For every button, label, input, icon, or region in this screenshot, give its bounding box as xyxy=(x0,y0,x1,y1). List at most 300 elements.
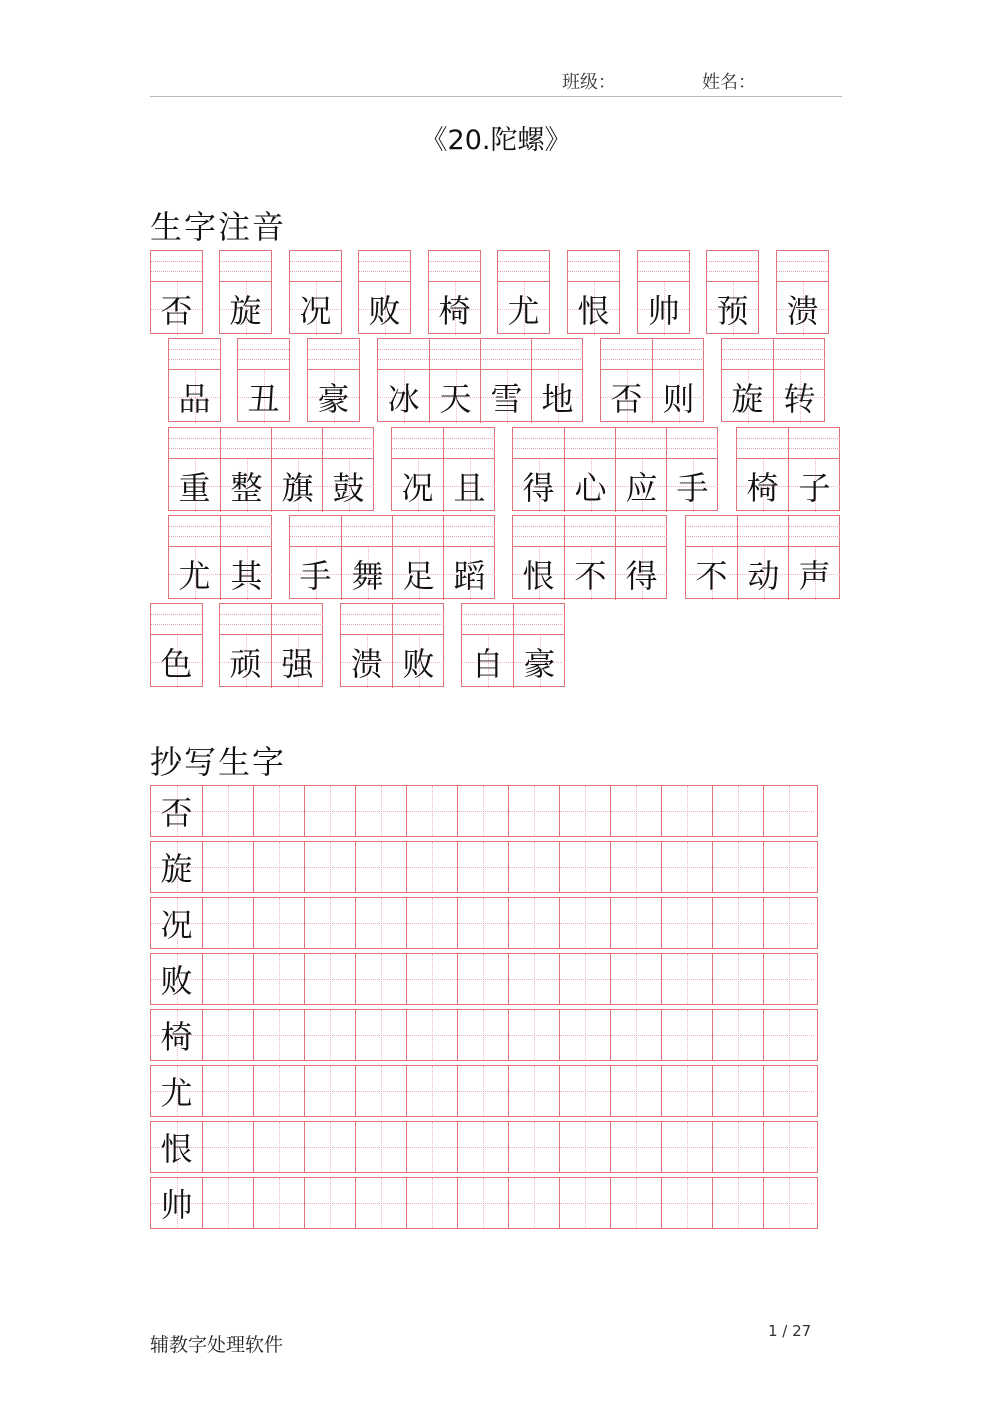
pinyin-word-box xyxy=(150,250,203,334)
char-cell xyxy=(392,428,443,512)
practice-cell[interactable] xyxy=(712,1178,763,1228)
char-cell xyxy=(652,339,704,423)
pinyin-writing-area[interactable] xyxy=(444,428,495,459)
pinyin-writing-area[interactable] xyxy=(342,516,393,547)
model-char-cell xyxy=(151,786,202,836)
practice-row xyxy=(150,841,818,893)
hanzi-character: 色 xyxy=(160,644,193,683)
pinyin-writing-area[interactable] xyxy=(601,339,652,370)
practice-cell[interactable] xyxy=(304,842,355,892)
char-cell xyxy=(341,516,393,600)
char-cell xyxy=(359,251,410,335)
practice-cell[interactable] xyxy=(253,786,304,836)
char-cell xyxy=(290,516,341,600)
pinyin-writing-area[interactable] xyxy=(638,251,689,282)
char-cell xyxy=(151,604,202,688)
pinyin-word-box xyxy=(289,250,342,334)
practice-cell[interactable] xyxy=(253,1066,304,1116)
pinyin-writing-area[interactable] xyxy=(565,428,616,459)
pinyin-writing-area[interactable] xyxy=(444,516,495,547)
practice-cell[interactable] xyxy=(610,786,661,836)
pinyin-word-box xyxy=(168,427,374,511)
hanzi-character: 溃 xyxy=(350,644,383,683)
practice-cell[interactable] xyxy=(202,898,253,948)
practice-cell[interactable] xyxy=(712,842,763,892)
section-annotate-title: 生字注音 xyxy=(150,208,287,246)
practice-cell[interactable] xyxy=(610,954,661,1004)
practice-cell[interactable] xyxy=(202,1122,253,1172)
pinyin-writing-area[interactable] xyxy=(686,516,737,547)
hanzi-character: 应 xyxy=(625,468,658,507)
practice-cell[interactable] xyxy=(712,954,763,1004)
practice-row xyxy=(150,953,818,1005)
char-cell xyxy=(392,516,444,600)
pinyin-word-box xyxy=(358,250,411,334)
model-character: 椅 xyxy=(160,1018,193,1056)
pinyin-writing-area[interactable] xyxy=(481,339,532,370)
char-cell xyxy=(429,251,480,335)
pinyin-writing-area[interactable] xyxy=(513,516,564,547)
practice-cell[interactable] xyxy=(457,1066,508,1116)
pinyin-word-box xyxy=(512,427,718,511)
pinyin-writing-area[interactable] xyxy=(378,339,429,370)
hanzi-character: 豪 xyxy=(523,644,556,683)
char-cell xyxy=(220,604,271,688)
pinyin-word-box xyxy=(512,515,667,599)
hanzi-character: 其 xyxy=(230,556,263,595)
practice-row xyxy=(150,1009,818,1061)
hanzi-character: 溃 xyxy=(786,291,819,330)
char-cell xyxy=(429,339,481,423)
practice-cell[interactable] xyxy=(457,1178,508,1228)
practice-cell[interactable] xyxy=(661,1178,712,1228)
practice-cell[interactable] xyxy=(202,1010,253,1060)
practice-cell[interactable] xyxy=(508,1122,559,1172)
practice-cell[interactable] xyxy=(712,1122,763,1172)
practice-cell[interactable] xyxy=(661,1010,712,1060)
practice-cell[interactable] xyxy=(610,1122,661,1172)
pinyin-writing-area[interactable] xyxy=(221,428,272,459)
pinyin-writing-area[interactable] xyxy=(532,339,583,370)
pinyin-word-box xyxy=(567,250,620,334)
pinyin-writing-area[interactable] xyxy=(290,251,341,282)
practice-cell[interactable] xyxy=(508,1010,559,1060)
practice-cell[interactable] xyxy=(406,842,457,892)
hanzi-character: 整 xyxy=(230,468,263,507)
char-cell xyxy=(322,428,374,512)
pinyin-word-box xyxy=(237,338,290,422)
practice-cell[interactable] xyxy=(661,898,712,948)
char-cell xyxy=(564,428,616,512)
practice-cell[interactable] xyxy=(508,954,559,1004)
practice-cell[interactable] xyxy=(559,842,610,892)
practice-cell[interactable] xyxy=(457,898,508,948)
pinyin-writing-area[interactable] xyxy=(169,516,220,547)
pinyin-writing-area[interactable] xyxy=(290,516,341,547)
char-cell xyxy=(443,516,495,600)
hanzi-character: 况 xyxy=(401,468,434,507)
practice-cell[interactable] xyxy=(763,842,814,892)
practice-cell[interactable] xyxy=(763,1010,814,1060)
char-cell xyxy=(513,428,564,512)
model-char-cell xyxy=(151,1066,202,1116)
practice-cell[interactable] xyxy=(202,1178,253,1228)
hanzi-character: 尤 xyxy=(178,556,211,595)
hanzi-character: 自 xyxy=(471,644,504,683)
section-copy-title: 抄写生字 xyxy=(150,743,287,781)
pinyin-writing-area[interactable] xyxy=(169,428,220,459)
hanzi-character: 否 xyxy=(160,291,193,330)
hanzi-character: 不 xyxy=(695,556,728,595)
pinyin-writing-area[interactable] xyxy=(151,251,202,282)
practice-cell[interactable] xyxy=(508,786,559,836)
practice-cell[interactable] xyxy=(304,1066,355,1116)
char-cell xyxy=(169,428,220,512)
pinyin-writing-area[interactable] xyxy=(789,516,840,547)
practice-cell[interactable] xyxy=(406,954,457,1004)
practice-cell[interactable] xyxy=(712,898,763,948)
practice-cell[interactable] xyxy=(559,1122,610,1172)
practice-cell[interactable] xyxy=(355,1066,406,1116)
hanzi-character: 鼓 xyxy=(332,468,365,507)
hanzi-character: 手 xyxy=(676,468,709,507)
practice-cell[interactable] xyxy=(304,1010,355,1060)
hanzi-character: 足 xyxy=(402,556,435,595)
char-cell xyxy=(341,604,392,688)
pinyin-word-box xyxy=(340,603,444,687)
char-cell xyxy=(707,251,758,335)
pinyin-writing-area[interactable] xyxy=(737,428,788,459)
char-cell xyxy=(271,428,323,512)
practice-cell[interactable] xyxy=(763,1122,814,1172)
practice-cell[interactable] xyxy=(355,786,406,836)
practice-cell[interactable] xyxy=(508,1178,559,1228)
char-cell xyxy=(513,516,564,600)
pinyin-writing-area[interactable] xyxy=(308,339,359,370)
pinyin-writing-area[interactable] xyxy=(513,428,564,459)
practice-cell[interactable] xyxy=(406,1066,457,1116)
practice-cell[interactable] xyxy=(457,842,508,892)
hanzi-character: 豪 xyxy=(317,379,350,418)
practice-cell[interactable] xyxy=(559,1010,610,1060)
practice-row xyxy=(150,785,818,837)
practice-cell[interactable] xyxy=(763,1178,814,1228)
pinyin-writing-area[interactable] xyxy=(498,251,549,282)
hanzi-character: 得 xyxy=(522,468,555,507)
pinyin-word-box xyxy=(461,603,565,687)
practice-cell[interactable] xyxy=(253,842,304,892)
char-cell xyxy=(564,516,616,600)
practice-cell[interactable] xyxy=(712,1010,763,1060)
hanzi-character: 动 xyxy=(747,556,780,595)
hanzi-character: 蹈 xyxy=(453,556,486,595)
practice-cell[interactable] xyxy=(661,842,712,892)
practice-row xyxy=(150,1065,818,1117)
hanzi-character: 天 xyxy=(439,379,472,418)
pinyin-writing-area[interactable] xyxy=(565,516,616,547)
practice-cell[interactable] xyxy=(355,842,406,892)
practice-cell[interactable] xyxy=(610,842,661,892)
hanzi-character: 尤 xyxy=(507,291,540,330)
pinyin-writing-area[interactable] xyxy=(359,251,410,282)
hanzi-character: 恨 xyxy=(522,556,555,595)
practice-cell[interactable] xyxy=(763,954,814,1004)
hanzi-character: 旋 xyxy=(731,379,764,418)
pinyin-writing-area[interactable] xyxy=(616,516,667,547)
practice-cell[interactable] xyxy=(304,786,355,836)
practice-cell[interactable] xyxy=(559,786,610,836)
hanzi-character: 则 xyxy=(662,379,695,418)
hanzi-character: 椅 xyxy=(746,468,779,507)
hanzi-character: 强 xyxy=(281,644,314,683)
practice-cell[interactable] xyxy=(304,898,355,948)
pinyin-writing-area[interactable] xyxy=(514,604,565,635)
pinyin-writing-area[interactable] xyxy=(169,339,220,370)
model-char-cell xyxy=(151,1178,202,1228)
practice-cell[interactable] xyxy=(559,1066,610,1116)
pinyin-writing-area[interactable] xyxy=(393,604,444,635)
char-cell xyxy=(271,604,323,688)
pinyin-word-box xyxy=(289,515,495,599)
model-char-cell xyxy=(151,1010,202,1060)
hanzi-character: 帅 xyxy=(647,291,680,330)
pinyin-writing-area[interactable] xyxy=(393,516,444,547)
pinyin-writing-area[interactable] xyxy=(738,516,789,547)
pinyin-writing-area[interactable] xyxy=(392,428,443,459)
char-cell xyxy=(220,516,272,600)
pinyin-writing-area[interactable] xyxy=(429,251,480,282)
practice-cell[interactable] xyxy=(763,1066,814,1116)
char-cell xyxy=(601,339,652,423)
hanzi-character: 败 xyxy=(402,644,435,683)
practice-cell[interactable] xyxy=(304,1122,355,1172)
practice-cell[interactable] xyxy=(661,1122,712,1172)
hanzi-character: 况 xyxy=(299,291,332,330)
hanzi-character: 舞 xyxy=(351,556,384,595)
char-cell xyxy=(788,516,840,600)
char-cell xyxy=(531,339,583,423)
model-char-cell xyxy=(151,1122,202,1172)
model-char-cell xyxy=(151,898,202,948)
pinyin-writing-area[interactable] xyxy=(462,604,513,635)
char-cell xyxy=(737,516,789,600)
pinyin-writing-area[interactable] xyxy=(568,251,619,282)
practice-cell[interactable] xyxy=(610,898,661,948)
hanzi-character: 重 xyxy=(178,468,211,507)
hanzi-character: 椅 xyxy=(438,291,471,330)
model-char-cell xyxy=(151,842,202,892)
hanzi-character: 雪 xyxy=(490,379,523,418)
practice-cell[interactable] xyxy=(610,1010,661,1060)
hanzi-character: 地 xyxy=(541,379,574,418)
practice-cell[interactable] xyxy=(406,1122,457,1172)
pinyin-writing-area[interactable] xyxy=(707,251,758,282)
pinyin-writing-area[interactable] xyxy=(151,604,202,635)
practice-cell[interactable] xyxy=(406,898,457,948)
practice-cell[interactable] xyxy=(457,1010,508,1060)
practice-cell[interactable] xyxy=(202,842,253,892)
char-cell xyxy=(498,251,549,335)
pinyin-writing-area[interactable] xyxy=(774,339,825,370)
practice-cell[interactable] xyxy=(355,954,406,1004)
pinyin-word-box xyxy=(685,515,840,599)
practice-cell[interactable] xyxy=(304,954,355,1004)
practice-cell[interactable] xyxy=(355,1122,406,1172)
class-label: 班级： xyxy=(562,72,616,93)
practice-cell[interactable] xyxy=(763,898,814,948)
hanzi-character: 心 xyxy=(574,468,607,507)
pinyin-writing-area[interactable] xyxy=(323,428,374,459)
model-char-cell xyxy=(151,954,202,1004)
hanzi-character: 转 xyxy=(783,379,816,418)
char-cell xyxy=(513,604,565,688)
practice-cell[interactable] xyxy=(253,1122,304,1172)
char-cell xyxy=(220,428,272,512)
pinyin-word-box xyxy=(168,515,272,599)
practice-cell[interactable] xyxy=(304,1178,355,1228)
model-character: 旋 xyxy=(160,850,193,888)
char-cell xyxy=(392,604,444,688)
char-cell xyxy=(615,516,667,600)
practice-cell[interactable] xyxy=(661,1066,712,1116)
hanzi-character: 子 xyxy=(798,468,831,507)
practice-cell[interactable] xyxy=(202,1066,253,1116)
practice-cell[interactable] xyxy=(253,954,304,1004)
pinyin-word-box xyxy=(721,338,825,422)
practice-cell[interactable] xyxy=(253,898,304,948)
pinyin-word-box xyxy=(736,427,840,511)
char-cell xyxy=(615,428,667,512)
char-cell xyxy=(737,428,788,512)
model-character: 况 xyxy=(160,906,193,944)
pinyin-writing-area[interactable] xyxy=(789,428,840,459)
practice-cell[interactable] xyxy=(253,1178,304,1228)
name-label: 姓名： xyxy=(702,72,756,93)
practice-row xyxy=(150,1121,818,1173)
pinyin-writing-area[interactable] xyxy=(430,339,481,370)
practice-cell[interactable] xyxy=(202,786,253,836)
practice-cell[interactable] xyxy=(661,786,712,836)
model-character: 尤 xyxy=(160,1074,193,1112)
hanzi-character: 且 xyxy=(453,468,486,507)
char-cell xyxy=(290,251,341,335)
pinyin-word-box xyxy=(637,250,690,334)
pinyin-writing-area[interactable] xyxy=(220,604,271,635)
hanzi-character: 顽 xyxy=(229,644,262,683)
header-divider xyxy=(150,96,842,97)
pinyin-writing-area[interactable] xyxy=(341,604,392,635)
pinyin-word-box xyxy=(391,427,495,511)
practice-cell[interactable] xyxy=(763,786,814,836)
hanzi-character: 预 xyxy=(716,291,749,330)
practice-cell[interactable] xyxy=(661,954,712,1004)
practice-cell[interactable] xyxy=(355,1178,406,1228)
practice-cell[interactable] xyxy=(559,954,610,1004)
pinyin-writing-area[interactable] xyxy=(221,516,272,547)
char-cell xyxy=(443,428,495,512)
page-title: 《20.陀螺》 xyxy=(420,125,572,156)
practice-cell[interactable] xyxy=(406,1010,457,1060)
hanzi-character: 品 xyxy=(178,379,211,418)
pinyin-writing-area[interactable] xyxy=(667,428,718,459)
char-cell xyxy=(220,251,271,335)
pinyin-writing-area[interactable] xyxy=(272,428,323,459)
practice-cell[interactable] xyxy=(559,898,610,948)
model-character: 败 xyxy=(160,962,193,1000)
char-cell xyxy=(169,516,220,600)
hanzi-character: 败 xyxy=(368,291,401,330)
practice-cell[interactable] xyxy=(202,954,253,1004)
char-cell xyxy=(151,251,202,335)
page-number: 1 / 27 xyxy=(768,1322,812,1340)
practice-cell[interactable] xyxy=(610,1066,661,1116)
practice-cell[interactable] xyxy=(355,898,406,948)
practice-cell[interactable] xyxy=(508,898,559,948)
hanzi-character: 手 xyxy=(299,556,332,595)
model-character: 否 xyxy=(160,794,193,832)
char-cell xyxy=(568,251,619,335)
char-cell xyxy=(169,339,220,423)
practice-cell[interactable] xyxy=(712,786,763,836)
pinyin-writing-area[interactable] xyxy=(272,604,323,635)
char-cell xyxy=(686,516,737,600)
hanzi-character: 冰 xyxy=(387,379,420,418)
char-cell xyxy=(238,339,289,423)
pinyin-word-box xyxy=(600,338,704,422)
practice-cell[interactable] xyxy=(712,1066,763,1116)
char-cell xyxy=(722,339,773,423)
pinyin-word-box xyxy=(706,250,759,334)
hanzi-character: 旗 xyxy=(281,468,314,507)
char-cell xyxy=(777,251,828,335)
hanzi-character: 否 xyxy=(610,379,643,418)
pinyin-word-box xyxy=(219,603,323,687)
practice-row xyxy=(150,1177,818,1229)
pinyin-writing-area[interactable] xyxy=(220,251,271,282)
practice-cell[interactable] xyxy=(406,786,457,836)
hanzi-character: 不 xyxy=(574,556,607,595)
pinyin-writing-area[interactable] xyxy=(777,251,828,282)
software-name: 辅教字处理软件 xyxy=(150,1334,284,1356)
practice-cell[interactable] xyxy=(457,786,508,836)
hanzi-character: 得 xyxy=(625,556,658,595)
pinyin-writing-area[interactable] xyxy=(653,339,704,370)
model-character: 恨 xyxy=(160,1130,193,1168)
practice-cell[interactable] xyxy=(508,1066,559,1116)
pinyin-writing-area[interactable] xyxy=(722,339,773,370)
practice-cell[interactable] xyxy=(559,1178,610,1228)
char-cell xyxy=(308,339,359,423)
hanzi-character: 恨 xyxy=(577,291,610,330)
hanzi-character: 丑 xyxy=(247,379,280,418)
practice-cell[interactable] xyxy=(508,842,559,892)
practice-cell[interactable] xyxy=(457,954,508,1004)
practice-cell[interactable] xyxy=(406,1178,457,1228)
practice-cell[interactable] xyxy=(457,1122,508,1172)
pinyin-writing-area[interactable] xyxy=(238,339,289,370)
pinyin-word-box xyxy=(776,250,829,334)
pinyin-word-box xyxy=(219,250,272,334)
char-cell xyxy=(462,604,513,688)
char-cell xyxy=(788,428,840,512)
char-cell xyxy=(480,339,532,423)
model-character: 帅 xyxy=(160,1186,193,1224)
pinyin-word-box xyxy=(150,603,203,687)
practice-cell[interactable] xyxy=(253,1010,304,1060)
practice-cell[interactable] xyxy=(610,1178,661,1228)
practice-cell[interactable] xyxy=(355,1010,406,1060)
pinyin-writing-area[interactable] xyxy=(616,428,667,459)
